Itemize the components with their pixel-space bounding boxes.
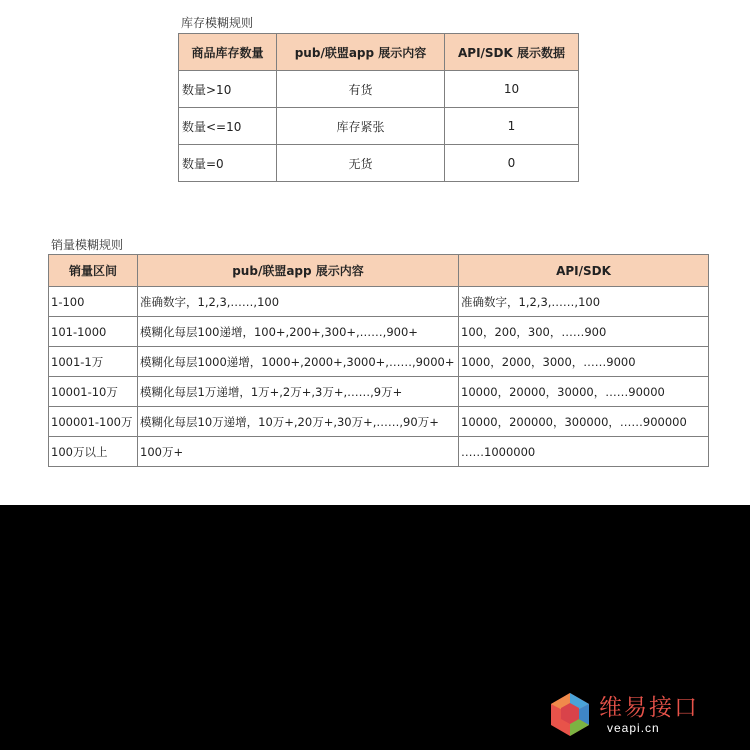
table-cell: 数量=0	[179, 145, 277, 182]
table-row	[49, 347, 709, 377]
sales-caption: 销量模糊规则	[51, 238, 124, 252]
veapi-logo-icon	[547, 691, 593, 737]
inventory-table	[178, 33, 579, 182]
table-row	[49, 317, 709, 347]
sales-header-app: pub/联盟app 展示内容	[138, 255, 459, 287]
sales-header-api: API/SDK	[459, 255, 709, 287]
inventory-caption: 库存模糊规则	[181, 16, 254, 30]
table-row	[49, 437, 709, 467]
table-cell: 1-100	[49, 287, 138, 317]
table-cell: 数量<=10	[179, 108, 277, 145]
sales-table	[48, 254, 709, 467]
table-cell: 100万+	[138, 437, 459, 467]
inventory-header-api: API/SDK 展示数据	[445, 34, 579, 71]
table-cell: ……1000000	[459, 437, 709, 467]
table-cell: 模糊化每层1万递增，1万+,2万+,3万+,……,9万+	[138, 377, 459, 407]
table-cell: 100，200，300，……900	[459, 317, 709, 347]
sales-header-range: 销量区间	[49, 255, 138, 287]
table-row	[179, 108, 579, 145]
table-cell: 101-1000	[49, 317, 138, 347]
table-cell: 10000，200000，300000，……900000	[459, 407, 709, 437]
inventory-header-app: pub/联盟app 展示内容	[277, 34, 445, 71]
table-cell: 10000，20000，30000，……90000	[459, 377, 709, 407]
table-cell: 准确数字，1,2,3,……,100	[138, 287, 459, 317]
table-cell: 1000，2000，3000，……9000	[459, 347, 709, 377]
table-cell: 1	[445, 108, 579, 145]
watermark-logo	[547, 689, 717, 739]
table-cell: 准确数字，1,2,3,……,100	[459, 287, 709, 317]
table-cell: 100万以上	[49, 437, 138, 467]
watermark-url: veapi.cn	[607, 721, 660, 735]
watermark-title: 维易接口	[599, 695, 699, 721]
inventory-header-quantity: 商品库存数量	[179, 34, 277, 71]
table-cell: 1001-1万	[49, 347, 138, 377]
table-cell: 数量>10	[179, 71, 277, 108]
table-row	[49, 407, 709, 437]
table-row	[49, 287, 709, 317]
table-cell: 有货	[277, 71, 445, 108]
table-cell: 库存紧张	[277, 108, 445, 145]
table-cell: 100001-100万	[49, 407, 138, 437]
table-cell: 10	[445, 71, 579, 108]
table-cell: 模糊化每层100递增，100+,200+,300+,……,900+	[138, 317, 459, 347]
table-cell: 无货	[277, 145, 445, 182]
table-header-row	[49, 255, 709, 287]
table-cell: 0	[445, 145, 579, 182]
table-row	[179, 145, 579, 182]
table-row	[49, 377, 709, 407]
table-row	[179, 71, 579, 108]
table-cell: 10001-10万	[49, 377, 138, 407]
table-header-row	[179, 34, 579, 71]
table-cell: 模糊化每层10万递增，10万+,20万+,30万+,……,90万+	[138, 407, 459, 437]
table-cell: 模糊化每层1000递增，1000+,2000+,3000+,……,9000+	[138, 347, 459, 377]
